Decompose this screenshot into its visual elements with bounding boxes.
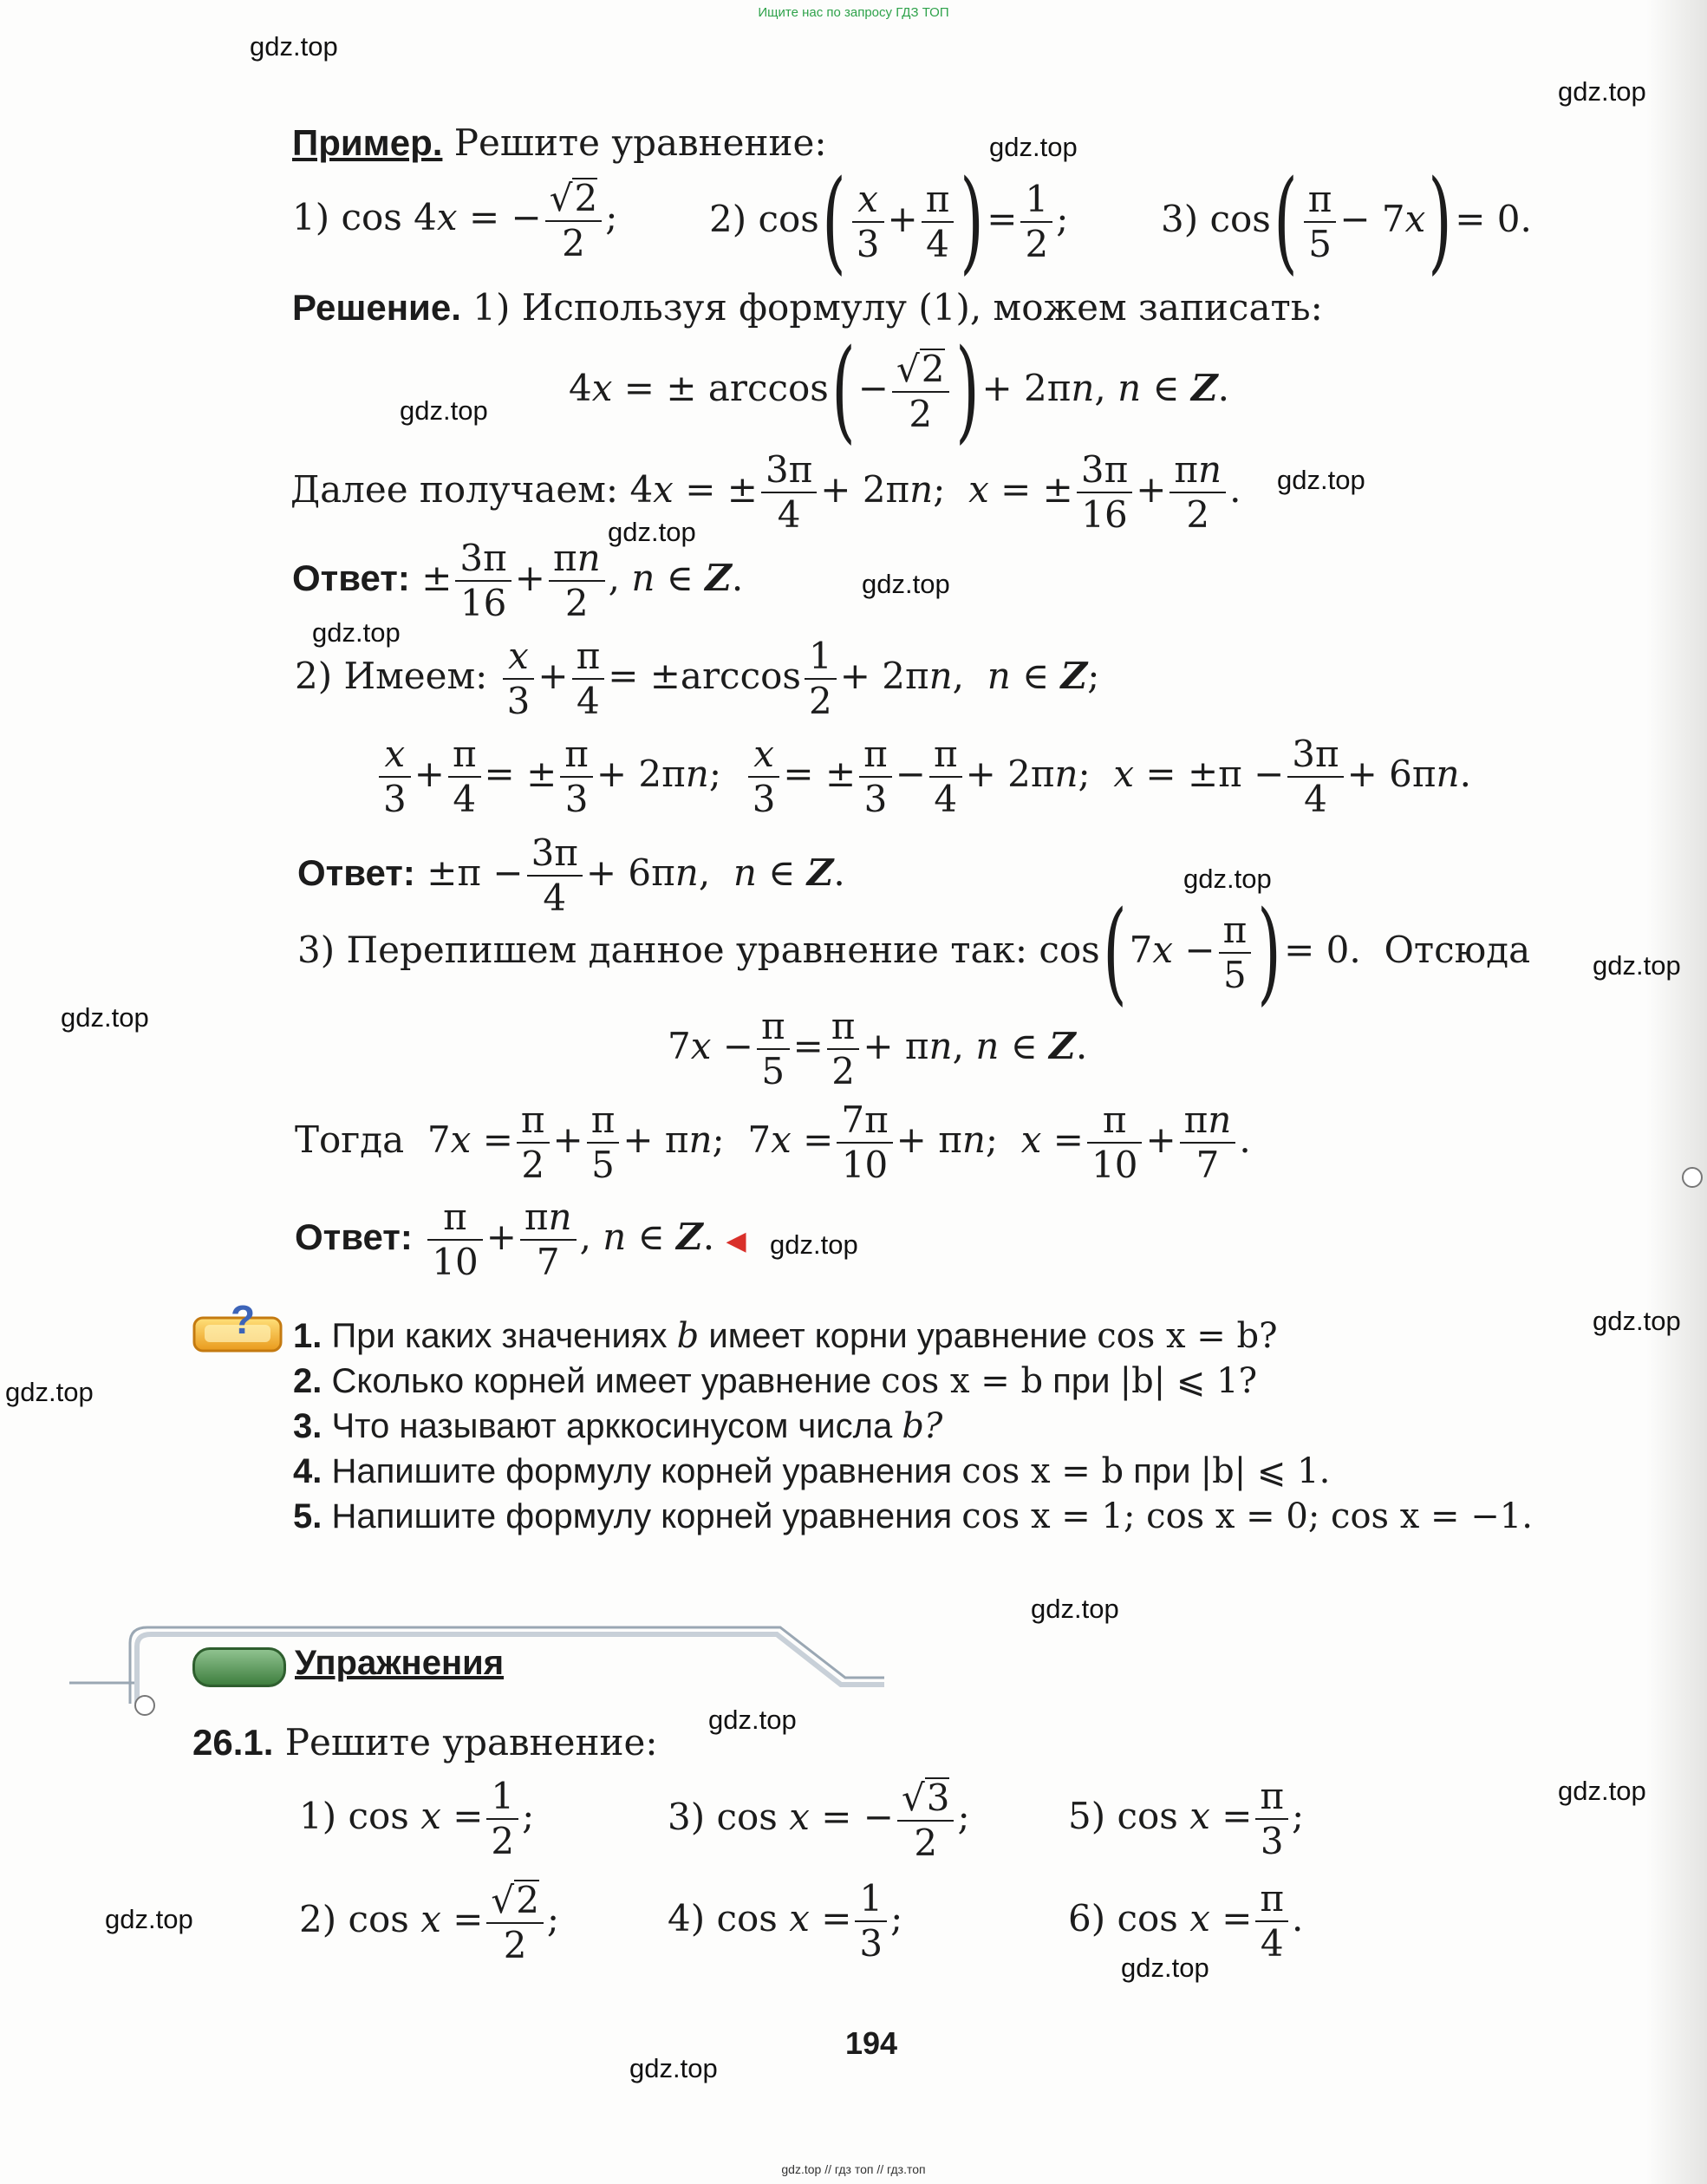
solution-eq-5: 3) Перепишем данное уравнение так: cos(7x − $\frac{\pi}{5}$ )= 0. Отсюда	[297, 888, 1531, 1017]
solution-eq-4: $\frac{x}{3}$ + $\frac{\pi}{4}$ = ± $\frac{\pi}{3}$ + 2πn; $\frac{x}{3}$ = ± $\frac{\pi}{3}$ − $\frac{\pi}{4}$ + 2πn; x = ±π − $\frac{3\pi}{4}$ + 6πn.	[375, 735, 1471, 818]
exercise-number: 26.1.	[192, 1722, 274, 1763]
answer-3: Ответ: $\frac{\pi}{10}$ + $\frac{\pi n}{7}$ , n ∈ Z. ◀	[295, 1196, 746, 1284]
watermark: gdz.top	[1593, 950, 1681, 981]
question-item: 1. При каких значениях b имеет корни уравнение cos x = b?	[293, 1316, 1278, 1356]
have-label: 2) Имеем:	[295, 655, 488, 698]
exercise-item-4: 4) cos x = $\frac{1}{3}$ ;	[668, 1877, 903, 1966]
solution-eq-2: Далее получаем: 4x = ± $\frac{3\pi}{4}$ + 2πn; x = ± $\frac{3\pi}{16}$ + $\frac{\pi n}{2}$ .	[290, 448, 1241, 537]
question-item: 4. Напишите формулу корней уравнения cos x = b при |b| ⩽ 1.	[293, 1451, 1331, 1491]
example-label: Пример.	[292, 122, 443, 163]
answer-2: Ответ: ±π − $\frac{3\pi}{4}$ + 6πn, n ∈ Z.	[297, 831, 845, 920]
answer-label: Ответ:	[295, 1216, 413, 1258]
solution-eq-6: 7x − $\frac{\pi}{5}$ = $\frac{\pi}{2}$ + πn, n ∈ Z.	[668, 1005, 1088, 1093]
watermark: gdz.top	[862, 569, 950, 599]
watermark: gdz.top	[1277, 465, 1365, 495]
watermark: gdz.top	[708, 1705, 797, 1735]
solution-eq-1: 4x = ± arccos(− $\frac{√2}{2}$ )+ 2πn, n ∈ Z.	[569, 326, 1229, 455]
solution-eq-7: Тогда 7x = $\frac{\pi}{2}$ + $\frac{\pi}{5}$ + πn; 7x = $\frac{7\pi}{10}$ + πn; x = $\frac{\pi}{10}$ + $\frac{\pi n}{7}$ .	[295, 1099, 1251, 1187]
watermark: gdz.top	[61, 1002, 149, 1033]
item-number: 2)	[299, 1898, 337, 1941]
hence-label: Отсюда	[1384, 929, 1531, 972]
watermark: gdz.top	[1031, 1594, 1119, 1624]
questions-list	[293, 1314, 1533, 1539]
exercise-26-1	[192, 1721, 658, 1763]
question-icon	[192, 1302, 283, 1354]
exercises-icon	[192, 1647, 286, 1687]
solution-intro	[292, 286, 1323, 329]
watermark: gdz.top	[400, 395, 488, 426]
exercise-item-1: 1) cos x = $\frac{1}{2}$ ;	[299, 1775, 535, 1863]
then-label: Тогда	[295, 1118, 405, 1162]
rewrite-label: 3) Перепишем данное уравнение так:	[297, 929, 1027, 972]
watermark: gdz.top	[312, 617, 401, 648]
watermark: gdz.top	[1593, 1306, 1681, 1336]
item-number: 6)	[1068, 1897, 1106, 1940]
exercise-item-5: 5) cos x = $\frac{\pi}{3}$ ;	[1068, 1775, 1305, 1863]
watermark: gdz.top	[1183, 864, 1272, 894]
item-number: 3)	[668, 1796, 706, 1839]
solution-eq-3: 2) Имеем: $\frac{x}{3}$ + $\frac{\pi}{4}$ = ±arccos $\frac{1}{2}$ + 2πn, n ∈ Z;	[295, 635, 1100, 723]
exercises-title: Упражнения	[295, 1644, 505, 1682]
solution-label: Решение.	[292, 287, 461, 328]
watermark: gdz.top	[250, 31, 338, 62]
example-eq-2: 2) cos( $\frac{x}{3}$ + $\frac{\pi}{4}$ )= $\frac{1}{2}$ ;	[709, 157, 1069, 286]
header-dot	[134, 1695, 155, 1716]
page-edge-shadow	[1646, 0, 1707, 2184]
svg-text:?: ?	[230, 1302, 256, 1342]
item-number: 1)	[299, 1795, 337, 1838]
watermark: gdz.top	[5, 1377, 94, 1407]
margin-dot	[1682, 1167, 1703, 1188]
answer-label: Ответ:	[297, 852, 415, 894]
item-number: 1)	[292, 196, 330, 239]
item-number: 5)	[1068, 1795, 1106, 1838]
watermark: gdz.top	[629, 2053, 718, 2083]
watermark: gdz.top	[1121, 1953, 1209, 1983]
solution-intro-text: 1) Используя формулу (1), можем записать:	[472, 286, 1323, 329]
answer-label: Ответ:	[292, 557, 410, 599]
exercise-item-2: 2) cos x = $\frac{√2}{2}$ ;	[299, 1879, 560, 1967]
top-note: Ищите нас по запросу ГДЗ ТОП	[758, 5, 949, 20]
watermark: gdz.top	[105, 1904, 193, 1934]
footer-note: gdz.top // гдз топ // гдз.топ	[781, 2162, 926, 2176]
watermark: gdz.top	[770, 1229, 858, 1260]
watermark: gdz.top	[608, 517, 696, 547]
example-eq-3: 3) cos( $\frac{\pi}{5}$ − 7x)= 0.	[1161, 157, 1532, 286]
question-item: 3. Что называют арккосинусом числа b?	[293, 1406, 943, 1446]
question-item: 5. Напишите формулу корней уравнения cos x = 1; cos x = 0; cos x = −1.	[293, 1496, 1533, 1536]
further-label: Далее получаем:	[290, 468, 619, 512]
answer-1: Ответ: ± $\frac{3\pi}{16}$ + $\frac{\pi n}{2}$ , n ∈ Z.	[292, 537, 744, 625]
watermark: gdz.top	[989, 132, 1078, 162]
exercise-text: Решите уравнение:	[284, 1721, 658, 1763]
end-marker-icon: ◀	[726, 1226, 746, 1257]
item-number: 2)	[709, 198, 747, 241]
example-header	[292, 121, 827, 164]
watermark: gdz.top	[1558, 1776, 1646, 1806]
item-number: 3)	[1161, 198, 1199, 241]
item-number: 4)	[668, 1897, 706, 1940]
watermark: gdz.top	[1558, 76, 1646, 107]
exercise-item-6: 6) cos x = $\frac{\pi}{4}$ .	[1068, 1877, 1304, 1966]
example-eq-1: 1) cos 4x = − $\frac{√2}{2}$ ;	[292, 177, 618, 265]
question-item: 2. Сколько корней имеет уравнение cos x = b при |b| ⩽ 1?	[293, 1361, 1258, 1401]
page-number: 194	[844, 2025, 898, 2061]
example-text: Решите уравнение:	[453, 121, 827, 164]
exercise-item-3: 3) cos x = − $\frac{√3}{2}$ ;	[668, 1777, 970, 1865]
